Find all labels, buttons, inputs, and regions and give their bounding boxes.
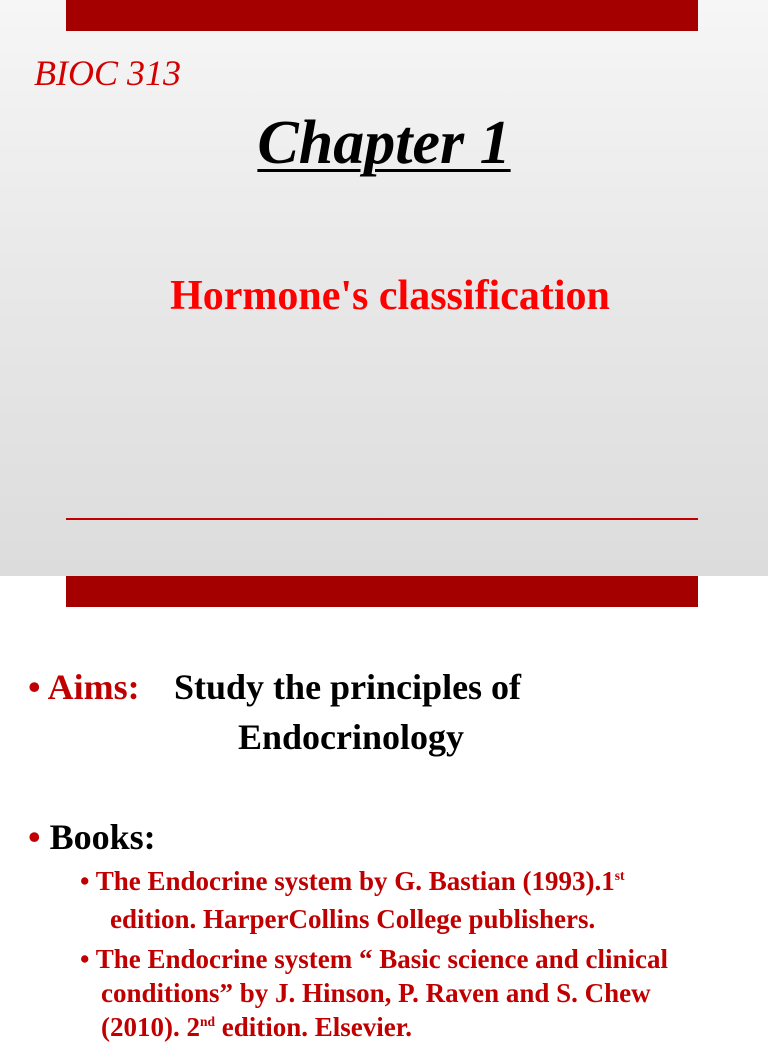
book1-line2: edition. HarperCollins College publishers. (110, 904, 596, 934)
aims-item (28, 666, 140, 708)
aims-text-line1: Study the principles of (174, 667, 522, 707)
aims-text-line2: Endocrinology (238, 717, 465, 757)
divider-line (66, 518, 698, 520)
books-item (28, 816, 156, 858)
bullet: • (80, 944, 90, 974)
aims-label: Aims: (47, 667, 140, 707)
slide-aims (0, 576, 768, 1042)
chapter-title (0, 108, 768, 179)
book2-sup: nd (199, 1014, 216, 1029)
book2-line3 (101, 1012, 412, 1043)
bullet: • (80, 866, 90, 896)
book1-sup: st (614, 868, 625, 883)
bullet: • (28, 667, 41, 707)
bullet: • (28, 817, 41, 857)
chapter-title-text: Chapter 1 (257, 109, 511, 177)
slide-subtitle: Hormone's classification (170, 273, 610, 319)
course-code: BIOC 313 (34, 53, 181, 93)
book2-text: The Endocrine system “ Basic science and clinical (95, 944, 668, 974)
top-red-bar-2 (66, 576, 698, 607)
book1-text: The Endocrine system by G. Bastian (1993).1 (95, 866, 615, 896)
books-label: Books: (49, 817, 156, 857)
book2-line3-text: (2010). 2 (101, 1012, 200, 1042)
book1-line1 (80, 866, 625, 897)
top-red-bar (66, 0, 698, 31)
book2-line3-end: edition. Elsevier. (215, 1012, 413, 1042)
book2-line1 (80, 944, 668, 975)
book2-line2: conditions” by J. Hinson, P. Raven and S. Chew (101, 978, 651, 1008)
